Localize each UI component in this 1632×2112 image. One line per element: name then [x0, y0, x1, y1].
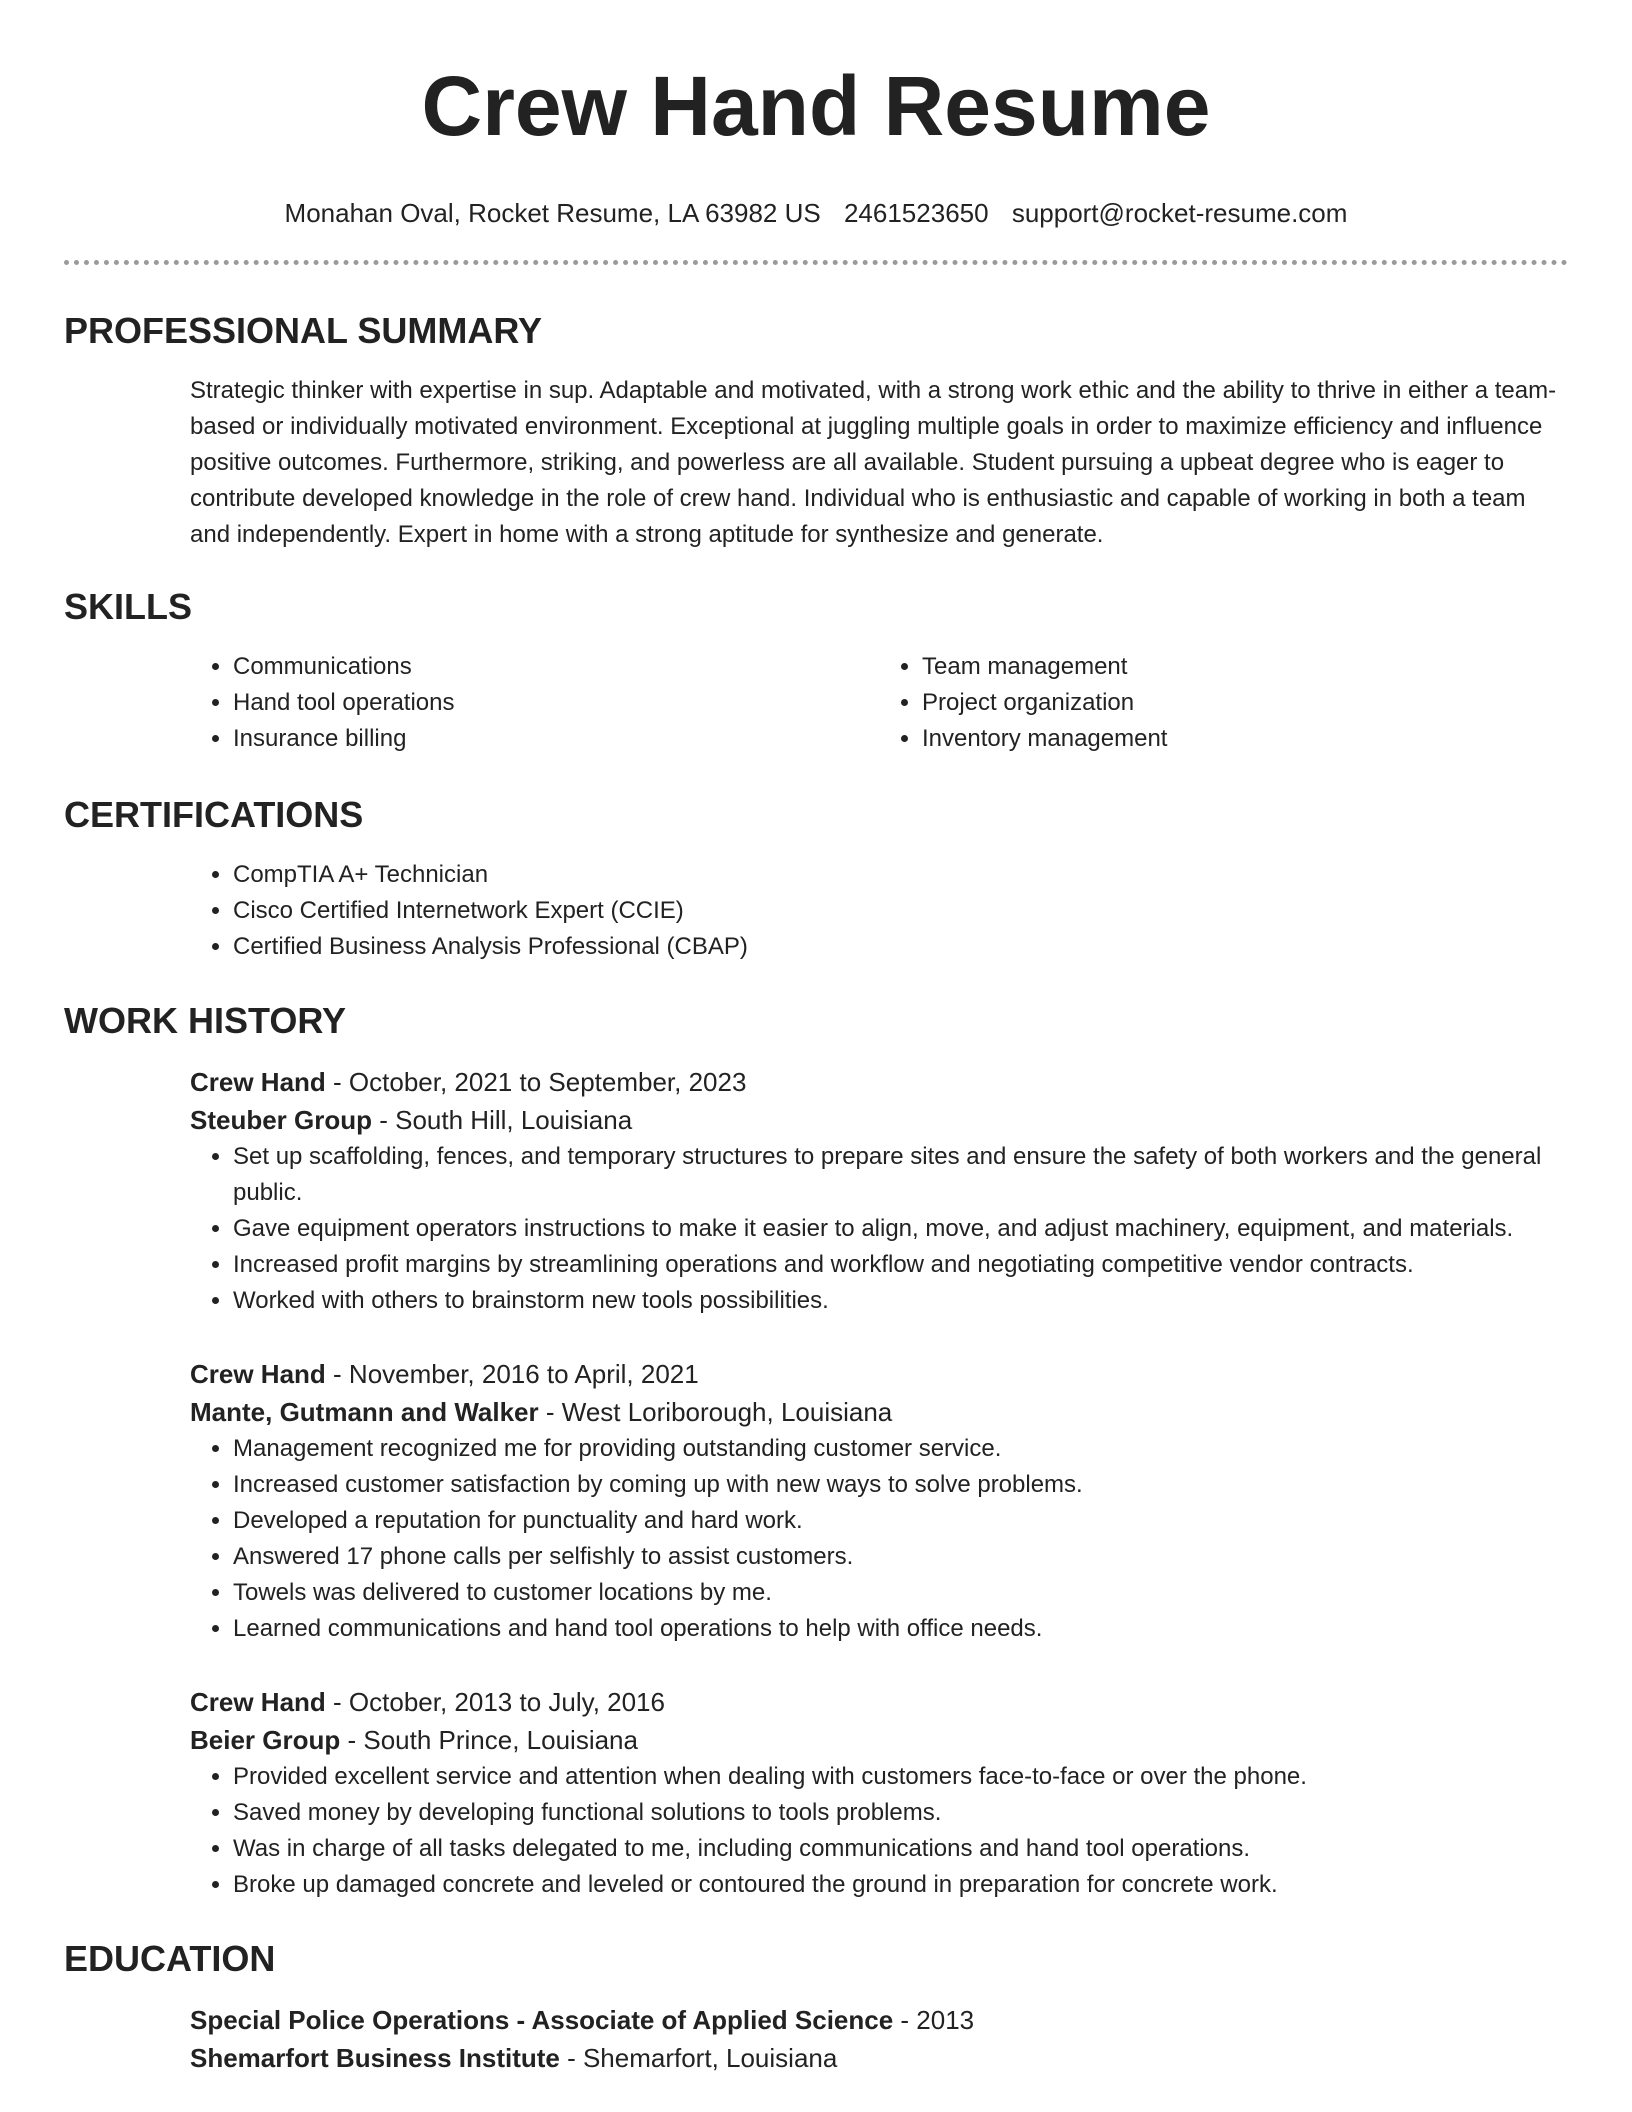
- job-bullets: [190, 1139, 1568, 1319]
- job-entry: [190, 1683, 1568, 1903]
- list-item: • Was in charge of all tasks delegated to me, including communications and hand tool operations.: [233, 1831, 1568, 1867]
- contact-phone: 2461523650: [843, 198, 989, 228]
- job-company: Mante, Gutmann and Walker: [190, 1397, 539, 1427]
- list-item: • Saved money by developing functional solutions to tools problems.: [233, 1795, 1568, 1831]
- list-item: • Inventory management: [922, 721, 1568, 757]
- job-location: - West Loriborough, Louisiana: [538, 1397, 893, 1427]
- summary-section: [64, 309, 1568, 553]
- list-item: • Answered 17 phone calls per selfishly to assist customers.: [233, 1539, 1568, 1575]
- work-history-heading: WORK HISTORY: [64, 1000, 347, 1041]
- list-item: • Hand tool operations: [233, 685, 879, 721]
- list-item: • Towels was delivered to customer locations by me.: [233, 1575, 1568, 1611]
- job-role: Crew Hand: [190, 1359, 326, 1389]
- list-item: • Communications: [233, 649, 879, 685]
- list-item: • Provided excellent service and attention when dealing with customers face-to-face or over the phone.: [233, 1759, 1568, 1795]
- job-title-line: [190, 1355, 1568, 1393]
- job-company: Beier Group: [190, 1725, 341, 1755]
- education-school-line: [190, 2039, 1568, 2077]
- job-entry: [190, 1063, 1568, 1319]
- contact-line: [64, 196, 1568, 230]
- job-dates: - October, 2013 to July, 2016: [325, 1687, 665, 1717]
- summary-heading: PROFESSIONAL SUMMARY: [64, 310, 543, 351]
- list-item: • Certified Business Analysis Professional (CBAP): [233, 929, 1568, 965]
- skills-heading: SKILLS: [64, 586, 193, 627]
- job-dates: - October, 2021 to September, 2023: [325, 1067, 747, 1097]
- skills-list-left: [190, 649, 879, 757]
- contact-email: support@rocket-resume.com: [1011, 198, 1348, 228]
- header-divider: [64, 260, 1568, 265]
- list-item: • Team management: [922, 649, 1568, 685]
- list-item: • Increased customer satisfaction by coming up with new ways to solve problems.: [233, 1467, 1568, 1503]
- list-item: • Insurance billing: [233, 721, 879, 757]
- education-degree: Special Police Operations - Associate of Applied Science: [190, 2005, 894, 2035]
- education-school: Shemarfort Business Institute: [190, 2043, 560, 2073]
- education-year: - 2013: [893, 2005, 975, 2035]
- job-role: Crew Hand: [190, 1067, 326, 1097]
- job-company: Steuber Group: [190, 1105, 373, 1135]
- job-entry: [190, 1355, 1568, 1647]
- job-title-line: [190, 1063, 1568, 1101]
- job-location: - South Prince, Louisiana: [340, 1725, 638, 1755]
- education-section: [64, 1937, 1568, 2077]
- contact-address: Monahan Oval, Rocket Resume, LA 63982 US: [284, 198, 821, 228]
- list-item: • Set up scaffolding, fences, and temporary structures to prepare sites and ensure the safety of both workers and the general public.: [233, 1139, 1568, 1211]
- list-item: • Worked with others to brainstorm new tools possibilities.: [233, 1283, 1568, 1319]
- work-history-section: [64, 999, 1568, 1903]
- skills-section: [64, 585, 1568, 757]
- certifications-list: [190, 857, 1568, 965]
- education-location: - Shemarfort, Louisiana: [559, 2043, 838, 2073]
- skills-grid: [190, 649, 1568, 757]
- list-item: • Cisco Certified Internetwork Expert (CCIE): [233, 893, 1568, 929]
- summary-text: Strategic thinker with expertise in sup. Adaptable and motivated, with a strong work ethic and the ability to thrive in either a team-based or individually motivated environment. Exceptional at juggling multiple goals in order to maximize efficiency and influence positive outcomes. Furthermore, striking, and powerless are all available. Student pursuing a upbeat degree who is eager to contribute developed knowledge in the role of crew hand. Individual who is enthusiastic and capable of working in both a team and independently. Expert in home with a strong aptitude for synthesize and generate.: [190, 377, 1557, 548]
- list-item: • Learned communications and hand tool operations to help with office needs.: [233, 1611, 1568, 1647]
- education-degree-line: [190, 2001, 1568, 2039]
- resume-header: [64, 0, 1568, 230]
- job-title-line: [190, 1683, 1568, 1721]
- job-role: Crew Hand: [190, 1687, 326, 1717]
- certifications-heading: CERTIFICATIONS: [64, 794, 364, 835]
- job-company-line: [190, 1101, 1568, 1139]
- certifications-section: [64, 793, 1568, 965]
- job-location: - South Hill, Louisiana: [372, 1105, 633, 1135]
- job-company-line: [190, 1721, 1568, 1759]
- list-item: • Broke up damaged concrete and leveled or contoured the ground in preparation for concrete work.: [233, 1867, 1568, 1903]
- list-item: • Developed a reputation for punctuality and hard work.: [233, 1503, 1568, 1539]
- list-item: • Management recognized me for providing outstanding customer service.: [233, 1431, 1568, 1467]
- job-bullets: [190, 1431, 1568, 1647]
- job-company-line: [190, 1393, 1568, 1431]
- job-dates: - November, 2016 to April, 2021: [325, 1359, 699, 1389]
- list-item: • Gave equipment operators instructions to make it easier to align, move, and adjust machinery, equipment, and materials.: [233, 1211, 1568, 1247]
- education-heading: EDUCATION: [64, 1938, 276, 1979]
- resume-title: Crew Hand Resume: [421, 59, 1211, 153]
- job-bullets: [190, 1759, 1568, 1903]
- skills-list-right: [879, 649, 1568, 757]
- list-item: • Increased profit margins by streamlining operations and workflow and negotiating competitive vendor contracts.: [233, 1247, 1568, 1283]
- list-item: • CompTIA A+ Technician: [233, 857, 1568, 893]
- list-item: • Project organization: [922, 685, 1568, 721]
